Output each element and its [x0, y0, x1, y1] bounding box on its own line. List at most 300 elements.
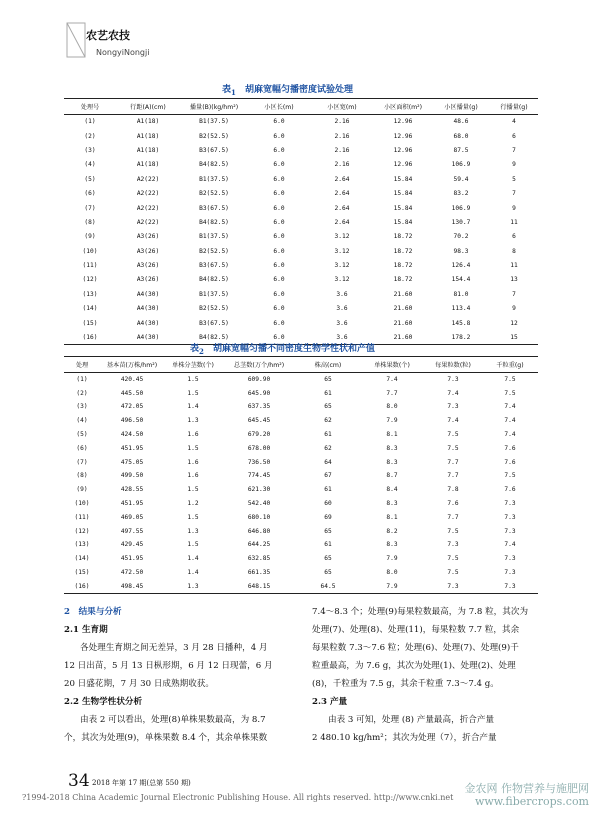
- table-cell: 6.0: [273, 161, 285, 169]
- table-cell: A2(22): [136, 204, 160, 212]
- table-cell: B2(52.5): [199, 247, 229, 255]
- table-cell: 59.4: [453, 175, 469, 183]
- table-cell: (16): [64, 579, 100, 593]
- table-cell: 7.5: [447, 444, 459, 452]
- table-cell: 12: [510, 319, 518, 327]
- table2-caption: [190, 341, 375, 356]
- table-cell: 646.80: [247, 527, 271, 535]
- table-cell: 106.9: [451, 161, 471, 169]
- table-row: [64, 258, 538, 272]
- table-cell: B1(37.5): [199, 118, 229, 126]
- table-cell: A2(22): [136, 218, 160, 226]
- table-cell: 65: [324, 569, 332, 577]
- table-cell: (5): [84, 175, 96, 183]
- table-cell: 8.1: [386, 513, 398, 521]
- table-cell: B3(67.5): [199, 204, 229, 212]
- table-cell: A4(30): [136, 305, 160, 313]
- table-cell: 497.55: [120, 527, 144, 535]
- table-row: [64, 316, 538, 330]
- table-cell: 6.0: [273, 233, 285, 241]
- table-cell: 8.1: [386, 431, 398, 439]
- table-cell: 7.3: [482, 579, 538, 593]
- table-cell: 65: [324, 376, 332, 384]
- table-cell: 69: [324, 513, 332, 521]
- table-cell: 7.4: [447, 389, 459, 397]
- table-row: [64, 143, 538, 157]
- table-cell: 61: [324, 389, 332, 397]
- table-cell: 7.9: [386, 555, 398, 563]
- table-cell: 67: [324, 472, 332, 480]
- table-cell: 2.64: [334, 218, 350, 226]
- table-cell: (11): [74, 513, 90, 521]
- table-cell: 83.2: [453, 190, 469, 198]
- table-cell: (15): [74, 569, 90, 577]
- table-cell: 7: [512, 190, 516, 198]
- table-row: [64, 129, 538, 143]
- column-header: 小区长(m): [248, 99, 310, 115]
- column-header: 总茎数(万个/hm²): [222, 357, 296, 373]
- table-cell: 7.5: [504, 389, 516, 397]
- table-cell: (12): [82, 276, 98, 284]
- column-header: 千粒重(g): [482, 357, 538, 373]
- table-cell: A1(18): [136, 161, 160, 169]
- table-row: [64, 428, 538, 442]
- table-cell: 3.6: [336, 319, 348, 327]
- table-cell: 678.00: [247, 444, 271, 452]
- table1: [64, 98, 538, 345]
- table-cell: 21.60: [393, 290, 413, 298]
- table-cell: 7.9: [386, 417, 398, 425]
- table-cell: 6: [512, 233, 516, 241]
- table-row: [64, 552, 538, 566]
- table-cell: A2(22): [136, 190, 160, 198]
- table-cell: 7.6: [504, 458, 516, 466]
- table-cell: 126.4: [451, 262, 471, 270]
- table-cell: 1.5: [187, 389, 199, 397]
- table-cell: (15): [82, 319, 98, 327]
- table1-label: 表: [222, 85, 232, 95]
- table-cell: 7.6: [447, 500, 459, 508]
- column-header: 单株分茎数(个): [164, 357, 222, 373]
- table-cell: 3.12: [334, 247, 350, 255]
- table-cell: B2(52.5): [199, 305, 229, 313]
- column-subtitle: NongyiNongji: [96, 48, 150, 57]
- table-cell: 6.0: [273, 204, 285, 212]
- table-row: [64, 186, 538, 200]
- table-cell: A3(26): [136, 233, 160, 241]
- table-cell: B4(82.5): [199, 218, 229, 226]
- table-cell: 679.20: [247, 431, 271, 439]
- table-cell: 4: [512, 118, 516, 126]
- table-row: [64, 201, 538, 215]
- table-cell: A4(30): [136, 319, 160, 327]
- table-cell: 61: [324, 541, 332, 549]
- table-cell: 7.3: [504, 555, 516, 563]
- table-cell: 3.12: [334, 262, 350, 270]
- table-cell: 6.0: [273, 175, 285, 183]
- table-cell: 1.3: [164, 579, 222, 593]
- table-cell: 2.16: [334, 132, 350, 140]
- column-logo-icon: [66, 22, 86, 58]
- table-cell: 3.6: [336, 305, 348, 313]
- table-cell: B1(37.5): [199, 290, 229, 298]
- table-cell: (3): [84, 146, 96, 154]
- table2-number: 2: [199, 346, 204, 356]
- table-cell: 475.05: [120, 458, 144, 466]
- watermark-line: www.fibercrops.com: [474, 795, 589, 808]
- table-cell: (6): [76, 444, 88, 452]
- table-cell: 12.96: [393, 132, 413, 140]
- table-cell: (7): [76, 458, 88, 466]
- table-cell: (16): [64, 330, 116, 344]
- table-cell: (1): [76, 376, 88, 384]
- column-header: 小区面积(m²): [374, 99, 432, 115]
- table-cell: 7.4: [504, 431, 516, 439]
- table-cell: 64.5: [296, 579, 360, 593]
- table-row: [64, 469, 538, 483]
- table-cell: B4(82.5): [180, 330, 248, 344]
- table-row: [64, 566, 538, 580]
- table-cell: 451.95: [120, 500, 144, 508]
- paragraph-line: 20 日盛花期，7 月 30 日成熟期收获。: [64, 679, 214, 689]
- table-cell: 7.4: [447, 417, 459, 425]
- table-cell: 8.3: [386, 500, 398, 508]
- table-row: [64, 400, 538, 414]
- table-cell: 145.8: [451, 319, 471, 327]
- paragraph-line: 处理(7)、处理(8)、处理(11)，每果粒数 7.7 粒，其余: [312, 625, 520, 635]
- table-cell: 130.7: [451, 218, 471, 226]
- watermark-line: 金农网 作物营养与施肥网: [464, 782, 589, 795]
- table-cell: 637.35: [247, 403, 271, 411]
- table-cell: 8.3: [386, 458, 398, 466]
- table-cell: 1.5: [187, 513, 199, 521]
- section-heading: 2 结果与分析: [64, 607, 122, 617]
- table-cell: B1(37.5): [199, 233, 229, 241]
- watermark: [465, 782, 590, 808]
- table-cell: 609.90: [247, 376, 271, 384]
- table-cell: (6): [84, 190, 96, 198]
- table-cell: 65: [324, 555, 332, 563]
- table-cell: (14): [74, 555, 90, 563]
- table-cell: 70.2: [453, 233, 469, 241]
- table-row: [64, 373, 538, 387]
- table-cell: 3.6: [310, 330, 374, 344]
- table-cell: B4(82.5): [199, 276, 229, 284]
- table-cell: 6.0: [248, 330, 310, 344]
- table-cell: (5): [76, 431, 88, 439]
- table-cell: 8.7: [386, 472, 398, 480]
- table-cell: A1(18): [136, 118, 160, 126]
- table-cell: 15.84: [393, 190, 413, 198]
- table-cell: A1(18): [136, 146, 160, 154]
- table-cell: (2): [76, 389, 88, 397]
- table-cell: 12.96: [393, 118, 413, 126]
- table-cell: 496.50: [120, 417, 144, 425]
- paragraph-line: 粒重最高，为 7.6 g，其次为处理(1)、处理(2)、处理: [312, 661, 516, 671]
- table-cell: 5: [512, 175, 516, 183]
- table-cell: 8: [512, 247, 516, 255]
- table-cell: 645.45: [247, 417, 271, 425]
- table-cell: (9): [76, 486, 88, 494]
- table-cell: 1.5: [187, 486, 199, 494]
- column-header: 小区宽(m): [310, 99, 374, 115]
- table-cell: 8.0: [386, 569, 398, 577]
- table-cell: (13): [82, 290, 98, 298]
- table-cell: 87.5: [453, 146, 469, 154]
- column-header: 行距(A)(cm): [116, 99, 180, 115]
- table-cell: 7.5: [504, 376, 516, 384]
- table-cell: A2(22): [136, 175, 160, 183]
- subsection-heading: 2.3 产量: [312, 697, 348, 707]
- column-header: 处理号: [64, 99, 116, 115]
- table-cell: 1.2: [187, 500, 199, 508]
- table-cell: (8): [84, 218, 96, 226]
- table-cell: 774.45: [247, 472, 271, 480]
- table-cell: 113.4: [451, 305, 471, 313]
- table-row: [64, 483, 538, 497]
- table-row: [64, 172, 538, 186]
- table-cell: 7.7: [447, 472, 459, 480]
- table1-title: 胡麻宽幅匀播密度试验处理: [245, 85, 354, 95]
- table-row: [64, 497, 538, 511]
- table-cell: 8.3: [386, 541, 398, 549]
- table-cell: A3(26): [136, 247, 160, 255]
- table-row: [64, 273, 538, 287]
- table-cell: 1.6: [187, 431, 199, 439]
- table-row: [64, 510, 538, 524]
- table-cell: 2.64: [334, 204, 350, 212]
- table-cell: 7.5: [447, 431, 459, 439]
- table-cell: 15.84: [393, 175, 413, 183]
- table-cell: 2.16: [334, 146, 350, 154]
- left-column: [64, 603, 300, 747]
- table-cell: 445.50: [120, 389, 144, 397]
- table-row: [64, 538, 538, 552]
- table-cell: 736.50: [247, 458, 271, 466]
- column-header: 每果粒数(粒): [424, 357, 482, 373]
- table-cell: 68.0: [453, 132, 469, 140]
- table1-header-row: [64, 99, 538, 115]
- table-cell: 648.15: [222, 579, 296, 593]
- table-row: [64, 115, 538, 129]
- table-cell: 6.0: [273, 305, 285, 313]
- table-cell: 18.72: [393, 247, 413, 255]
- table-cell: 424.50: [120, 431, 144, 439]
- table-cell: 498.45: [100, 579, 164, 593]
- table-cell: 499.50: [120, 472, 144, 480]
- table-cell: (12): [74, 527, 90, 535]
- column-title: 农艺农技: [86, 29, 130, 42]
- paragraph-line: 各处理生育期之间无差异，3 月 28 日播种，4 月: [80, 643, 268, 653]
- table-cell: 7.3: [447, 376, 459, 384]
- paragraph-line: 7.4～8.3 个；处理(9)每果粒数最高，为 7.8 粒，其次为: [312, 607, 529, 617]
- table-cell: 9: [512, 204, 516, 212]
- table-cell: 6.0: [273, 290, 285, 298]
- copyright-notice: ?1994-2018 China Academic Journal Electronic Publishing House. All rights reserved. http://www.cnki.net: [22, 793, 454, 802]
- table-cell: 7.3: [504, 500, 516, 508]
- table-cell: 451.95: [120, 444, 144, 452]
- table-cell: (8): [76, 472, 88, 480]
- table-cell: 1.6: [187, 458, 199, 466]
- table-cell: A4(30): [136, 290, 160, 298]
- table-cell: 7.6: [504, 486, 516, 494]
- table-cell: (4): [84, 161, 96, 169]
- paragraph-line: (8)，千粒重为 7.5 g，其余千粒重 7.3～7.4 g。: [312, 679, 499, 689]
- table-cell: (4): [76, 417, 88, 425]
- subsection-heading: 2.2 生物学性状分析: [64, 697, 143, 707]
- table-cell: 7.3: [447, 403, 459, 411]
- column-header: 株高(cm): [296, 357, 360, 373]
- table-cell: 12.96: [393, 161, 413, 169]
- column-header: 播量(B)(kg/hm²): [180, 99, 248, 115]
- table-cell: 1.4: [187, 569, 199, 577]
- subsection-heading: 2.1 生育期: [64, 625, 108, 635]
- column-header: 单株果数(个): [360, 357, 424, 373]
- table-cell: 632.85: [247, 555, 271, 563]
- table-cell: 7.4: [504, 417, 516, 425]
- table-cell: A3(26): [136, 276, 160, 284]
- table-cell: 2.64: [334, 175, 350, 183]
- table-cell: (11): [82, 262, 98, 270]
- table2: [64, 356, 538, 594]
- column-header: 小区播量(g): [432, 99, 490, 115]
- page-number: 34: [68, 771, 90, 791]
- table-cell: 18.72: [393, 233, 413, 241]
- paragraph-line: 由表 2 可以看出，处理(8)单株果数最高，为 8.7: [80, 715, 266, 725]
- table-cell: 3.6: [336, 290, 348, 298]
- table-cell: 11: [510, 218, 518, 226]
- table-cell: 62: [324, 417, 332, 425]
- table-cell: B3(67.5): [199, 262, 229, 270]
- table-cell: 2.16: [334, 161, 350, 169]
- table-cell: A4(30): [116, 330, 180, 344]
- table-cell: 680.10: [247, 513, 271, 521]
- table-cell: 65: [324, 403, 332, 411]
- table-cell: 178.2: [432, 330, 490, 344]
- table-cell: 7.7: [447, 513, 459, 521]
- table-cell: 7.4: [386, 376, 398, 384]
- paragraph-line: 12 日出苗，5 月 13 日枞形期，6 月 12 日现蕾，6 月: [64, 661, 273, 671]
- table-cell: B2(52.5): [199, 132, 229, 140]
- table-cell: 21.60: [393, 319, 413, 327]
- table1-caption: [222, 82, 353, 97]
- table-cell: B2(52.5): [199, 190, 229, 198]
- table-cell: 15: [490, 330, 538, 344]
- table-cell: 7.6: [504, 444, 516, 452]
- table-cell: 2.16: [334, 118, 350, 126]
- table-cell: A1(18): [136, 132, 160, 140]
- table-cell: 6.0: [273, 218, 285, 226]
- table-cell: 420.45: [120, 376, 144, 384]
- column-header: 行播量(g): [490, 99, 538, 115]
- table-cell: 429.45: [120, 541, 144, 549]
- table-row: [64, 158, 538, 172]
- table-cell: B3(67.5): [199, 319, 229, 327]
- table-row: [64, 302, 538, 316]
- table-cell: 48.6: [453, 118, 469, 126]
- table-cell: 7.5: [447, 569, 459, 577]
- table-cell: (10): [82, 247, 98, 255]
- table-cell: 1.5: [187, 541, 199, 549]
- table-cell: 9: [512, 161, 516, 169]
- table-cell: 6.0: [273, 118, 285, 126]
- table-cell: 1.4: [187, 555, 199, 563]
- table-row: [64, 386, 538, 400]
- table-cell: 7.5: [504, 472, 516, 480]
- table-cell: 7.3: [504, 569, 516, 577]
- table-cell: 61: [324, 486, 332, 494]
- paragraph-line: 每果粒数 7.3～7.6 粒；处理(6)、处理(7)、处理(9)千: [312, 643, 519, 653]
- table-cell: 62: [324, 444, 332, 452]
- table-cell: (7): [84, 204, 96, 212]
- paragraph-line: 2 480.10 kg/hm²；其次为处理（7），折合产量: [312, 733, 497, 743]
- table-row: [64, 455, 538, 469]
- table-cell: A3(26): [136, 262, 160, 270]
- table-cell: 21.60: [374, 330, 432, 344]
- table-cell: 9: [512, 305, 516, 313]
- table-cell: 106.9: [451, 204, 471, 212]
- table-cell: 7.7: [386, 389, 398, 397]
- table2-header-row: [64, 357, 538, 373]
- table-cell: 1.3: [187, 527, 199, 535]
- table-cell: (14): [82, 305, 98, 313]
- table-cell: 65: [324, 527, 332, 535]
- table-row: [64, 414, 538, 428]
- table-cell: 2.64: [334, 190, 350, 198]
- table-cell: 154.4: [451, 276, 471, 284]
- table-cell: 6.0: [273, 319, 285, 327]
- table-cell: 1.6: [187, 472, 199, 480]
- table-row: [64, 244, 538, 258]
- table-row: [64, 524, 538, 538]
- table-cell: 6.0: [273, 276, 285, 284]
- table-row: [64, 230, 538, 244]
- table-row: [64, 441, 538, 455]
- table-cell: 3.12: [334, 233, 350, 241]
- table-cell: 8.4: [386, 486, 398, 494]
- table-cell: 621.30: [247, 486, 271, 494]
- table1-number: 1: [231, 87, 236, 97]
- table-cell: 644.25: [247, 541, 271, 549]
- table-cell: 7.5: [447, 527, 459, 535]
- table-cell: 428.55: [120, 486, 144, 494]
- table-cell: B1(37.5): [199, 175, 229, 183]
- table-cell: 542.40: [247, 500, 271, 508]
- table-cell: 18.72: [393, 276, 413, 284]
- table-cell: 661.35: [247, 569, 271, 577]
- column-header: 基本苗(万株/hm²): [100, 357, 164, 373]
- table-row: [64, 287, 538, 301]
- table-cell: (3): [76, 403, 88, 411]
- table-cell: 472.50: [120, 569, 144, 577]
- table-cell: 21.60: [393, 305, 413, 313]
- table-cell: 12.96: [393, 146, 413, 154]
- table-cell: 6.0: [273, 247, 285, 255]
- table-cell: (13): [74, 541, 90, 549]
- table-cell: (2): [84, 132, 96, 140]
- table-row: [64, 579, 538, 593]
- table2-label: 表: [190, 344, 200, 354]
- table-cell: 7.9: [360, 579, 424, 593]
- column-header: 处理: [64, 357, 100, 373]
- table-cell: 6.0: [273, 132, 285, 140]
- table-cell: 7: [512, 290, 516, 298]
- table-cell: 15.84: [393, 218, 413, 226]
- paragraph-line: 由表 3 可知，处理 (8) 产量最高，折合产量: [328, 715, 495, 725]
- table-cell: 8.0: [386, 403, 398, 411]
- table-cell: 1.4: [187, 403, 199, 411]
- table-cell: 7.3: [447, 541, 459, 549]
